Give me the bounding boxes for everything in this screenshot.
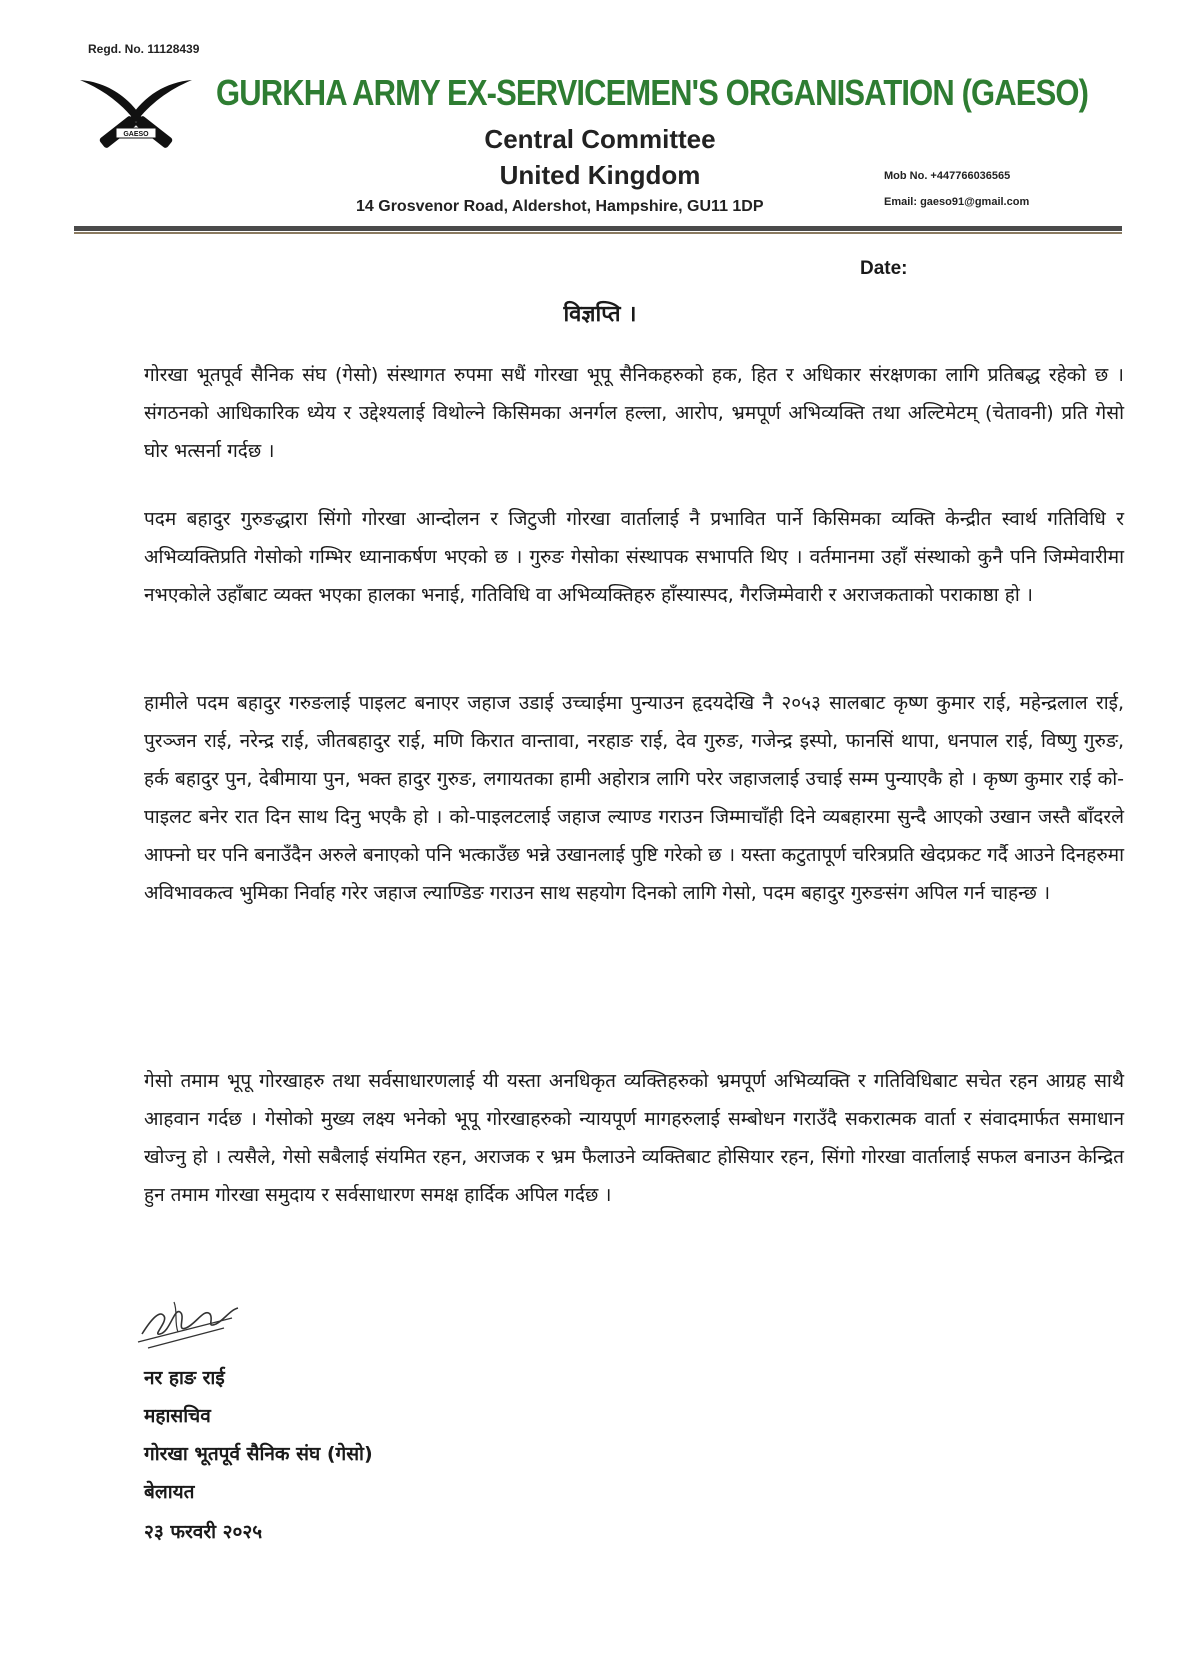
header-divider	[74, 226, 1122, 231]
country-name: United Kingdom	[499, 160, 701, 190]
paragraph-4: गेसो तमाम भूपू गोरखाहरु तथा सर्वसाधारणलाई यी यस्ता अनधिकृत व्यक्तिहरुको भ्रमपूर्ण अभिव्यक्ति र गतिविधिबाट सचेत रहन आग्रह साथै आहवान गर्दछ । गेसोको मुख्य लक्ष्य भनेको भूपू गोरखाहरुको न्यायपूर्ण मागहरुलाई सम्बोधन गराउँदै सकरात्मक वार्ता र संवादमार्फत समाधान खोज्नु हो । त्यसैले, गेसो सबैलाई संयमित रहन, अराजक र भ्रम फैलाउने व्यक्तिबाट होसियार रहन, सिंगो गोरखा वार्तालाई सफल बनाउन केन्द्रित हुन तमाम गोरखा समुदाय र सर्वसाधारण समक्ष हार्दिक अपिल गर्दछ ।	[144, 1070, 1124, 1206]
signatory-place: बेलायत	[144, 1481, 195, 1503]
header-divider-thin	[74, 232, 1122, 234]
logo-text: GAESO	[123, 131, 149, 138]
handwritten-signature	[134, 1288, 244, 1354]
registration-number: Regd. No. 11128439	[88, 42, 200, 56]
paragraph-2: पदम बहादुर गुरुङद्धारा सिंगो गोरखा आन्दोलन र जिटुजी गोरखा वार्तालाई नै प्रभावित पार्ने किसिमका व्यक्ति केन्द्रीत स्वार्थ गतिविधि र अभिव्यक्तिप्रति गेसोको गम्भिर ध्यानाकर्षण भएको छ । गुरुङ गेसोका संस्थापक सभापति थिए । वर्तमानमा उहाँ संस्थाको कुनै पनि जिम्मेवारीमा नभएकोले उहाँबाट व्यक्त भएका हालका भनाई, गतिविधि वा अभिव्यक्तिहरु हाँस्यास्पद, गैरजिम्मेवारी र अराजकताको पराकाष्ठा हो ।	[144, 508, 1124, 606]
signature-date: २३ फरवरी २०२५	[144, 1521, 263, 1543]
paragraph-3: हामीले पदम बहादुर गरुङलाई पाइलट बनाएर जहाज उडाई उच्चाईमा पुन्याउन हृदयदेखि नै २०५३ सालबाट कृष्ण कुमार राई, महेन्द्रलाल राई, पुरञ्जन राई, नरेन्द्र राई, जीतबहादुर राई, मणि किरात वान्तावा, नरहाङ राई, देव गुरुङ, गजेन्द्र इस्पो, फानसिं थापा, धनपाल राई, विष्णु गुरुङ, हर्क बहादुर पुन, देबीमाया पुन, भक्त हादुर गुरुङ, लगायतका हामी अहोरात्र लागि परेर जहाजलाई उचाई सम्म पुन्याएकै हो । कृष्ण कुमार राई को-पाइलट बनेर रात दिन साथ दिनु भएकै हो । को-पाइलटलाई जहाज ल्याण्ड गराउन जिम्माचाँही दिने व्यबहारमा सुन्दै आएको उखान जस्तै बाँदरले आफ्नो घर पनि बनाउँदैन अरुले बनाएको पनि भत्काउँछ भन्ने उखानलाई पुष्टि गरेको छ । यस्ता कटुतापूर्ण चरित्रप्रति खेदप्रकट गर्दै आउने दिनहरुमा अविभावकत्व भुमिका निर्वाह गरेर जहाज ल्याण्डिङ गराउन साथ सहयोग दिनको लागि गेसो, पदम बहादुर गुरुङसंग अपिल गर्न चाहन्छ ।	[144, 692, 1124, 904]
committee-name: Central Committee	[484, 124, 716, 154]
signatory-organisation: गोरखा भूतपूर्व सैनिक संघ (गेसो)	[144, 1443, 373, 1465]
date-label: Date:	[860, 258, 908, 279]
postal-address: 14 Grosvenor Road, Aldershot, Hampshire, GU11 1DP	[356, 198, 764, 215]
email-address: Email: gaeso91@gmail.com	[884, 196, 1030, 208]
notice-title: विज्ञप्ति ।	[563, 302, 637, 327]
mobile-number: Mob No. +447766036565	[884, 170, 1011, 182]
organisation-name: GURKHA ARMY EX-SERVICEMEN'S ORGANISATION (GAESO)	[216, 72, 1089, 113]
paragraph-1: गोरखा भूतपूर्व सैनिक संघ (गेसो) संस्थागत रुपमा सधैं गोरखा भूपू सैनिकहरुको हक, हित र अधिकार संरक्षणका लागि प्रतिबद्ध रहेको छ । संगठनको आधिकारिक ध्येय र उद्देश्यलाई विथोल्ने किसिमका अनर्गल हल्ला, आरोप, भ्रमपूर्ण अभिव्यक्ति तथा अल्टिमेटम् (चेतावनी) प्रति गेसो घोर भत्सर्ना गर्दछ ।	[144, 364, 1124, 462]
signatory-position: महासचिव	[144, 1405, 211, 1427]
signatory-name: नर हाङ राई	[144, 1367, 225, 1389]
